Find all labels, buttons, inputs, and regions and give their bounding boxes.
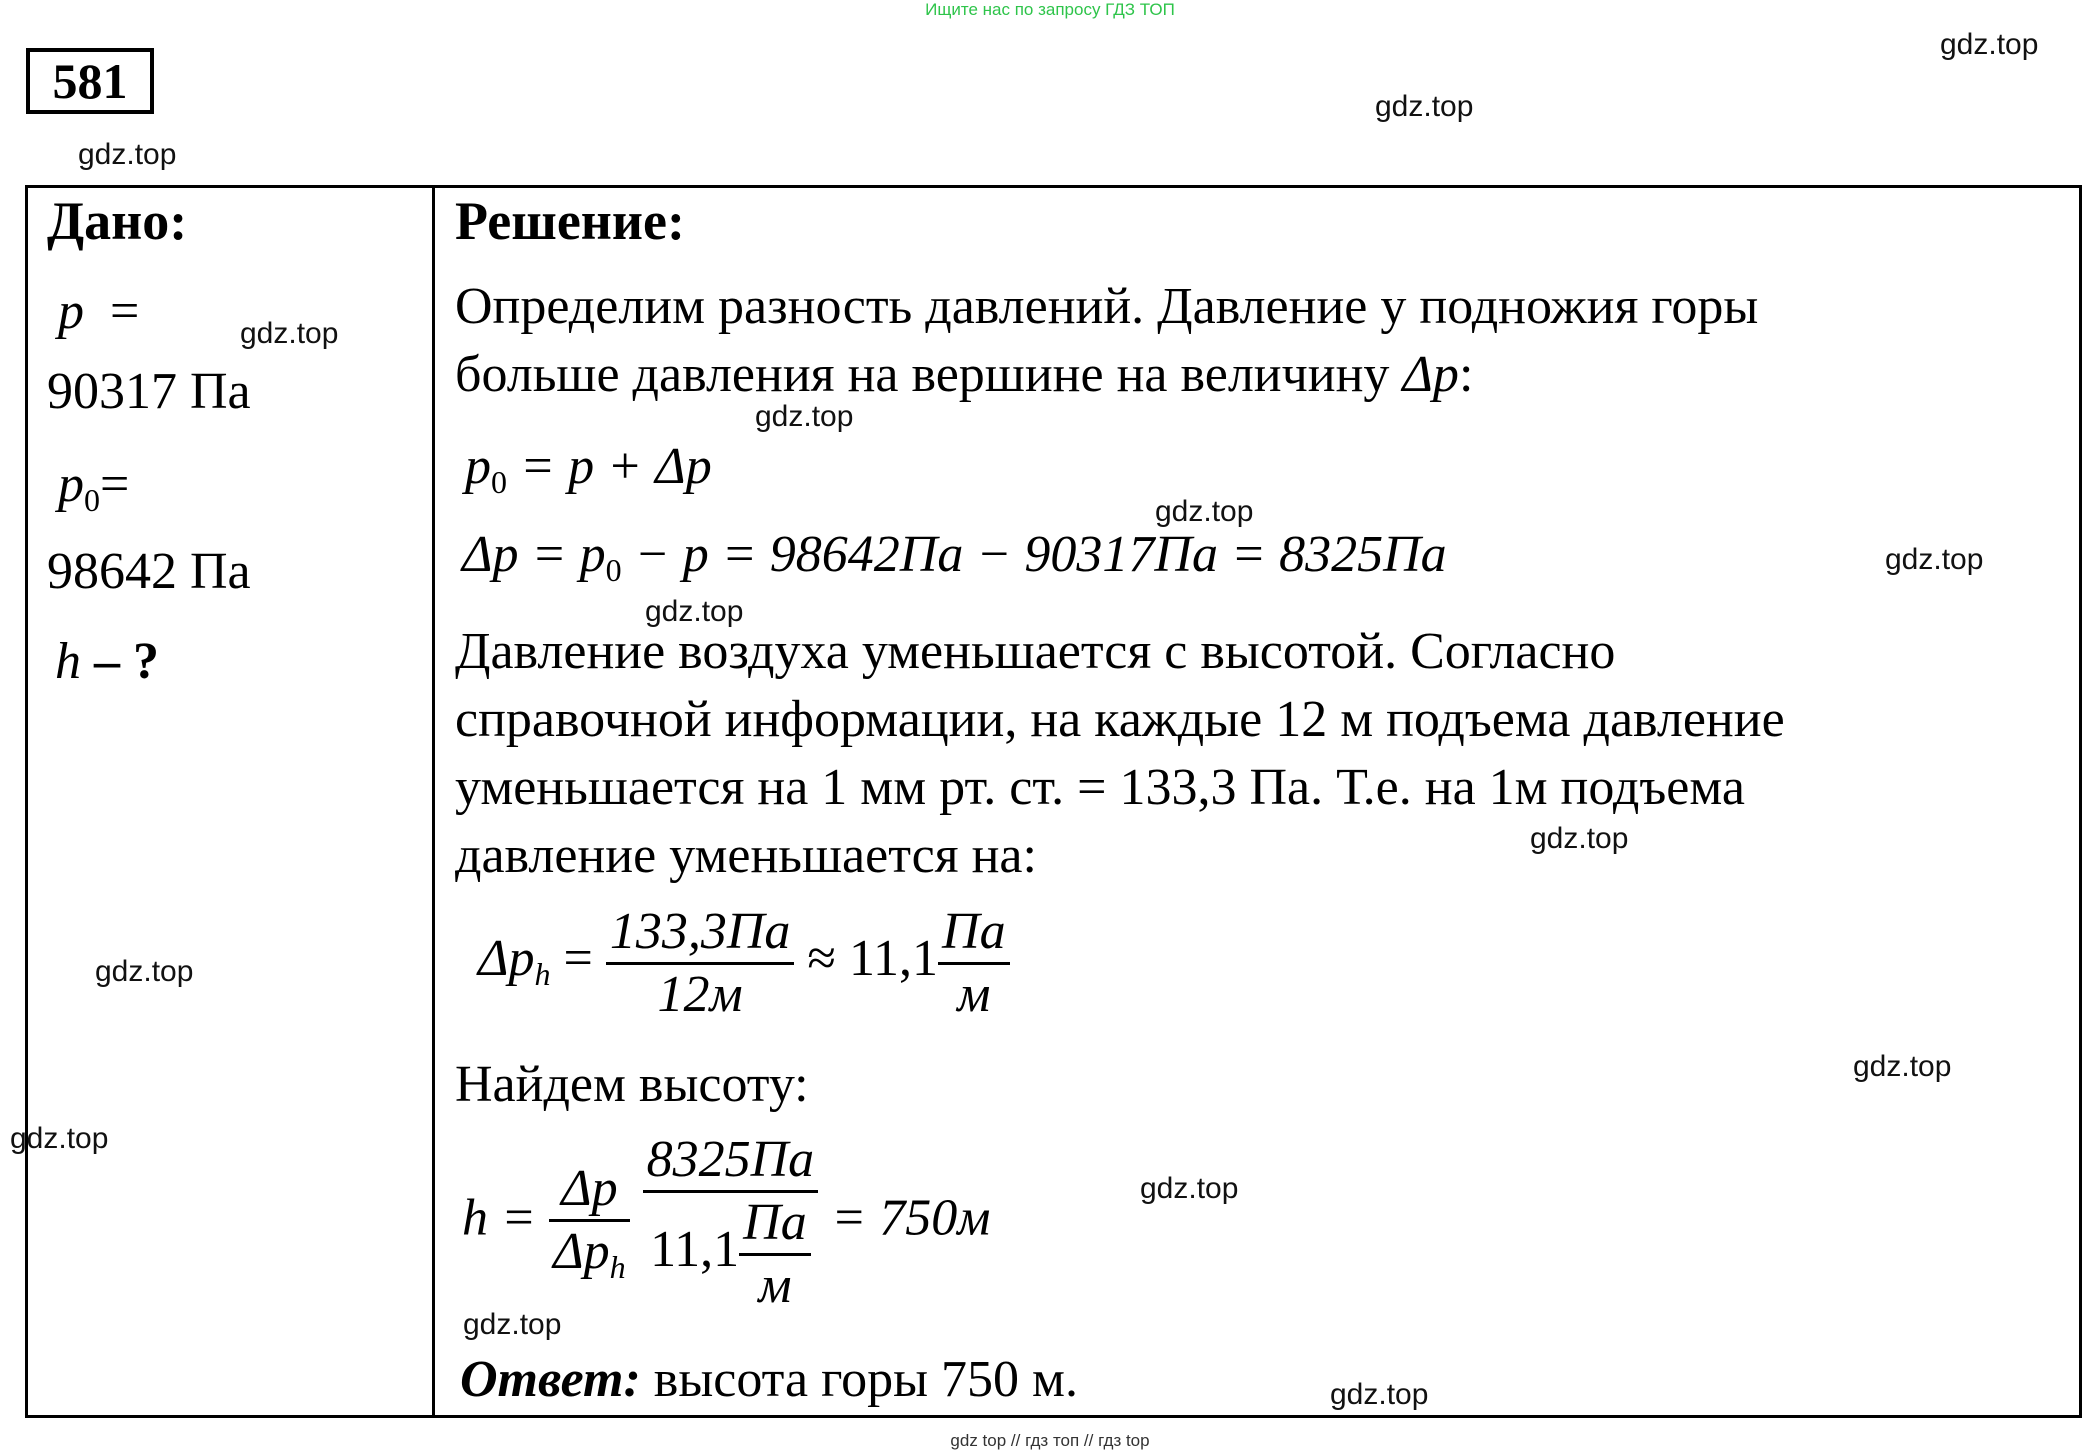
formula-delta-p: $\Delta p = p_0 - p = 98642Па - 90317Па = 8325Па$ bbox=[462, 526, 1447, 588]
watermark: gdz.top bbox=[78, 138, 177, 171]
formula-delta-ph: $\Delta p_h$ = $\frac{133,3Па}{12м}$ ≈ 11,1 $\frac{Па}{м}$ bbox=[478, 902, 1010, 1025]
watermark: gdz.top bbox=[1375, 90, 1474, 123]
watermark: gdz.top bbox=[1853, 1050, 1952, 1083]
watermark: gdz.top bbox=[755, 400, 854, 433]
formula-p0: $p_0 = p + \Delta p$ bbox=[465, 438, 712, 500]
watermark: gdz.top bbox=[463, 1308, 562, 1341]
formula-height: h = $\frac{\Delta p}{\Delta p_h}$ 8325Па 11,1 $\frac{Па}{м}$ = 750м bbox=[462, 1131, 991, 1314]
para1-line1: Определим разность давлений. Давление у подножия горы bbox=[455, 278, 1759, 335]
para2-line2: справочной информации, на каждые 12 м подъема давление bbox=[455, 691, 1785, 748]
watermark: gdz.top bbox=[1140, 1172, 1239, 1205]
answer-line: Ответ: высота горы 750 м. bbox=[460, 1351, 1078, 1408]
given-heading: Дано: bbox=[47, 191, 188, 251]
solution-heading: Решение: bbox=[455, 191, 685, 251]
watermark: gdz.top bbox=[10, 1122, 109, 1155]
footer-links[interactable]: gdz top // гдз топ // гдз top bbox=[950, 1431, 1150, 1450]
problem-number: 581 bbox=[26, 48, 154, 114]
given-p-label: p = bbox=[58, 283, 140, 340]
given-find: h – ? bbox=[55, 633, 159, 690]
watermark: gdz.top bbox=[1885, 543, 1984, 576]
watermark: gdz.top bbox=[1155, 495, 1254, 528]
watermark: gdz.top bbox=[1530, 822, 1629, 855]
top-banner[interactable]: Ищите нас по запросу ГДЗ ТОП bbox=[925, 0, 1175, 19]
given-p0-value: 98642 Па bbox=[47, 543, 251, 600]
column-divider bbox=[432, 185, 435, 1418]
watermark: gdz.top bbox=[240, 317, 339, 350]
watermark: gdz.top bbox=[95, 955, 194, 988]
watermark: gdz.top bbox=[1330, 1378, 1429, 1411]
given-p-value: 90317 Па bbox=[47, 363, 251, 420]
para3: Найдем высоту: bbox=[455, 1056, 809, 1113]
para2-line1: Давление воздуха уменьшается с высотой. Согласно bbox=[455, 623, 1616, 680]
para1-line2: больше давления на вершине на величину Δp: bbox=[455, 346, 1474, 403]
given-p0-label: $p_0=$ bbox=[58, 456, 130, 518]
para2-line3: уменьшается на 1 мм рт. ст. = 133,3 Па. Т.е. на 1м подъема bbox=[455, 759, 1745, 816]
watermark: gdz.top bbox=[645, 595, 744, 628]
para2-line4: давление уменьшается на: bbox=[455, 827, 1037, 884]
watermark: gdz.top bbox=[1940, 28, 2039, 61]
